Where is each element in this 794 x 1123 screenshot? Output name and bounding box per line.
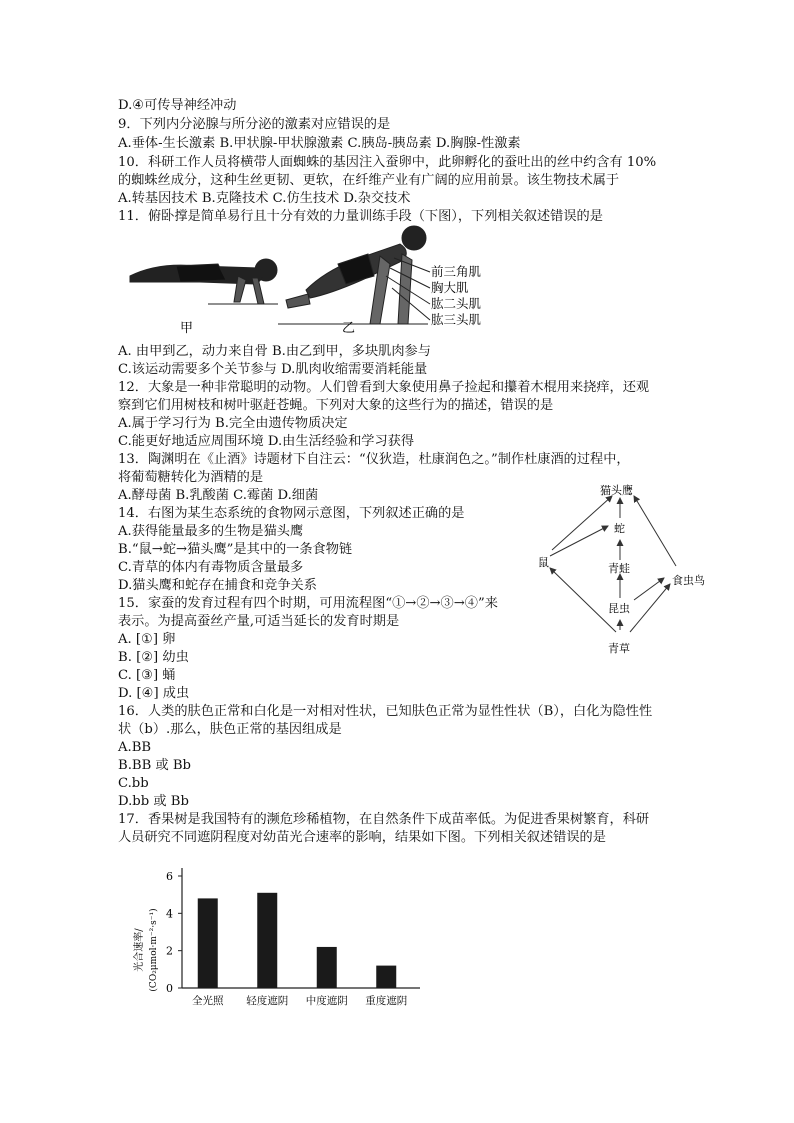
chart-ylabel-top: 光合速率/ xyxy=(134,928,145,972)
pushup-jia-figure xyxy=(130,259,278,304)
muscle-label-anterior-deltoid: 前三角肌 xyxy=(431,264,482,279)
chart-x-tick-label: 中度遮阴 xyxy=(305,995,348,1007)
chart-ylabel-bottom: (CO₂μmol·m⁻²·s⁻¹) xyxy=(149,908,159,992)
muscle-label-biceps: 肱二头肌 xyxy=(431,296,482,311)
q11-options-ab: A. 由甲到乙，动力来自骨 B.由乙到甲，多块肌肉参与 xyxy=(118,344,431,359)
q9-options: A.垂体-生长激素 B.甲状腺-甲状腺激素 C.胰岛-胰岛素 D.胸腺-性激素 xyxy=(118,136,521,151)
q15-option-c: C. [③] 蛹 xyxy=(118,668,176,683)
q10-stem-1: 10．科研工作人员将横带人面蜘蛛的基因注入蚕卵中，此卵孵化的蚕吐出的丝中约含有 10% xyxy=(118,155,657,170)
chart-x-tick-label: 轻度遮阴 xyxy=(246,995,289,1007)
q16-option-a: A.BB xyxy=(118,740,152,755)
chart-y-tick-label: 2 xyxy=(166,944,173,958)
q16-stem-2: 状（b）.那么，肤色正常的基因组成是 xyxy=(118,722,342,737)
q11-options-cd: C.该运动需要多个关节参与 D.肌肉收缩需要消耗能量 xyxy=(118,362,428,377)
chart-bar xyxy=(257,893,277,988)
food-web-node-owl: 猫头鹰 xyxy=(600,484,633,497)
q11-stem: 11．俯卧撑是简单易行且十分有效的力量训练手段（下图），下列相关叙述错误的是 xyxy=(118,209,603,224)
q17-stem-1: 17．香果树是我国特有的濒危珍稀植物，在自然条件下成苗率低。为促进香果树繁育，科研 xyxy=(118,812,650,827)
photosynthesis-bar-chart xyxy=(120,850,430,1015)
q16-option-b: B.BB 或 Bb xyxy=(118,758,191,773)
muscle-label-triceps: 肱三头肌 xyxy=(431,312,482,327)
q16-option-c: C.bb xyxy=(118,776,149,791)
q14-option-d: D.猫头鹰和蛇存在捕食和竞争关系 xyxy=(118,578,317,593)
q14-option-c: C.青草的体内有毒物质含量最多 xyxy=(118,560,304,575)
q8-option-d: D.④可传导神经冲动 xyxy=(118,98,237,113)
q12-stem-2: 察到它们用树枝和树叶驱赶苍蝇。下列对大象的这些行为的描述，错误的是 xyxy=(118,398,554,413)
food-web-node-grass: 青草 xyxy=(608,642,630,655)
pushup-figure xyxy=(118,224,498,336)
q14-option-b: B.“鼠→蛇→猫头鹰”是其中的一条食物链 xyxy=(118,542,353,557)
food-web-node-insectivorous-bird: 食虫鸟 xyxy=(672,574,705,587)
q16-stem-1: 16．人类的肤色正常和白化是一对相对性状，已知肤色正常为显性性状（B），白化为隐性性 xyxy=(118,704,653,719)
chart-y-tick-label: 4 xyxy=(166,907,173,921)
chart-y-tick-label: 0 xyxy=(166,982,173,995)
q13-stem-2: 将葡萄糖转化为酒精的是 xyxy=(118,470,264,485)
q15-stem-1: 15．家蚕的发育过程有四个时期，可用流程图“①→②→③→④”来 xyxy=(118,596,498,611)
food-web-node-frog: 青蛙 xyxy=(608,562,630,575)
q14-option-a: A.获得能量最多的生物是猫头鹰 xyxy=(118,524,304,539)
q12-options-cd: C.能更好地适应周围环境 D.由生活经验和学习获得 xyxy=(118,434,415,449)
chart-x-tick-label: 全光照 xyxy=(192,995,224,1007)
chart-bar xyxy=(376,966,396,988)
q10-stem-2: 的蜘蛛丝成分，这种生丝更韧、更软，在纤维产业有广阔的应用前景。该生物技术属于 xyxy=(118,173,620,188)
pushup-yi-figure xyxy=(278,226,428,324)
pushup-yi-label: 乙 xyxy=(342,321,356,336)
q17-stem-2: 人员研究不同遮阴程度对幼苗光合速率的影响，结果如下图。下列相关叙述错误的是 xyxy=(118,830,606,845)
food-web-diagram xyxy=(530,480,720,660)
chart-y-tick-label: 6 xyxy=(166,870,173,883)
pushup-jia-label: 甲 xyxy=(180,321,194,336)
q9-stem: 9．下列内分泌腺与所分泌的激素对应错误的是 xyxy=(118,117,391,132)
q14-stem: 14．右图为某生态系统的食物网示意图，下列叙述正确的是 xyxy=(118,506,465,521)
q13-stem-1: 13．陶渊明在《止酒》诗题材下自注云：“仪狄造，杜康润色之。”制作杜康酒的过程中， xyxy=(118,452,630,467)
food-web-node-mouse: 鼠 xyxy=(538,556,549,569)
q15-option-a: A. [①] 卵 xyxy=(118,632,176,647)
food-web-node-insect: 昆虫 xyxy=(608,602,630,615)
q15-option-b: B. [②] 幼虫 xyxy=(118,650,189,665)
q10-options: A.转基因技术 B.克隆技术 C.仿生技术 D.杂交技术 xyxy=(118,191,411,206)
q12-stem-1: 12．大象是一种非常聪明的动物。人们曾看到大象使用鼻子捡起和攥着木棍用来挠痒，还观 xyxy=(118,380,650,395)
muscle-label-pectoralis: 胸大肌 xyxy=(431,280,469,295)
chart-bar xyxy=(317,947,337,988)
chart-x-tick-label: 重度遮阴 xyxy=(365,995,408,1007)
q12-options-ab: A.属于学习行为 B.完全由遗传物质决定 xyxy=(118,416,348,431)
chart-bar xyxy=(198,898,218,988)
food-web-node-snake: 蛇 xyxy=(614,522,625,535)
q15-option-d: D. [④] 成虫 xyxy=(118,686,190,701)
q13-options: A.酵母菌 B.乳酸菌 C.霉菌 D.细菌 xyxy=(118,488,319,503)
q15-stem-2: 表示。为提高蚕丝产量,可适当延长的发育时期是 xyxy=(118,614,400,629)
q16-option-d: D.bb 或 Bb xyxy=(118,794,189,809)
